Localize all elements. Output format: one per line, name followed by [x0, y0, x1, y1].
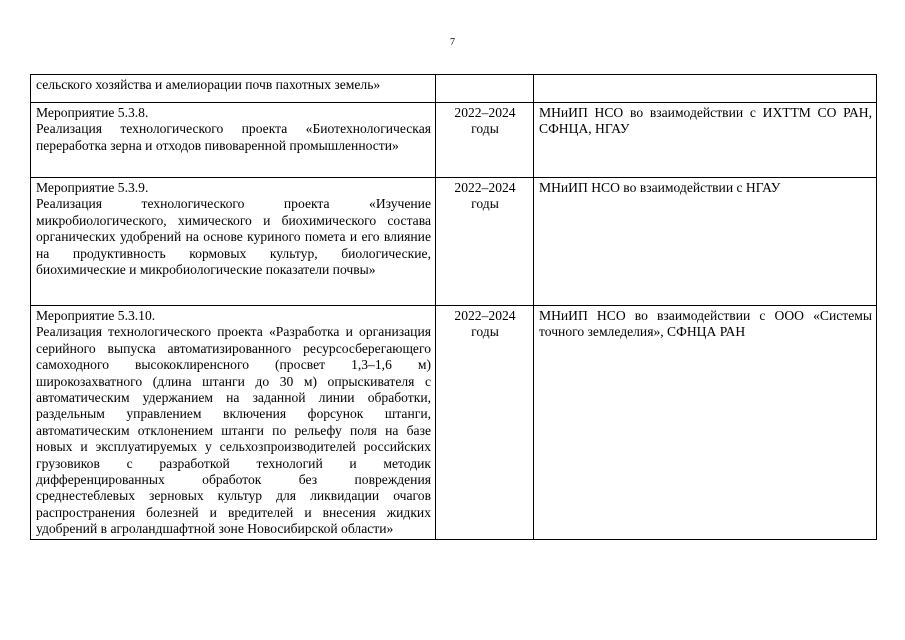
activity-cell [31, 306, 436, 540]
activities-table [30, 74, 877, 540]
period-cell [436, 306, 534, 540]
table-row [31, 178, 877, 306]
period-years: 2022–2024 [454, 105, 516, 120]
executor-cell: МНиИП НСО во взаимодействии с ООО «Системы точного земледелия», СФНЦА РАН [534, 306, 877, 540]
executor-cell: МНиИП НСО во взаимодействии с ИХТТМ СО РАН, СФНЦА, НГАУ [534, 103, 877, 178]
period-years: 2022–2024 [454, 180, 516, 195]
table-row [31, 75, 877, 103]
activity-cell [31, 103, 436, 178]
activity-title: Мероприятие 5.3.10. [36, 308, 156, 323]
period-cell [436, 178, 534, 306]
period-unit: годы [471, 121, 499, 137]
activity-cell [31, 75, 436, 103]
period-years: 2022–2024 [454, 308, 516, 323]
activity-text: Реализация технологического проекта «Биотехнологическая переработка зерна и отходов пивоваренной промышленности» [36, 121, 431, 153]
activity-text: Реализация технологического проекта «Разработка и организация серийного выпуска автоматизированного ресурсосберегающего самоходного высококлиренсного (просвет 1,3–1,6 м) широкозахватного (длина штанги до 30 м) опрыскивателя с автоматическим удержанием на заданной линии обработки, раздельным управлением включения форсунок штанги, автоматическим отклонением штанги по рельефу поля на базе новых и эксплуатируемых у сельхозпроизводителей российских грузовиков с разработкой технологий и методик дифференцированных обработок без повреждения среднестеблевых зерновых культур для ликвидации очагов распространения болезней и вредителей и внесения жидких удобрений в агроландшафтной зоне Новосибирской области» [36, 324, 431, 537]
activity-title: Мероприятие 5.3.9. [36, 180, 149, 195]
activity-cell [31, 178, 436, 306]
activity-text: Реализация технологического проекта «Изучение микробиологического, химического и биохимического состава органических удобрений на основе куриного помета и его влияние на продуктивность кормовых культур, биологические, биохимические и микробиологические показатели почвы» [36, 196, 431, 278]
executor-cell [534, 75, 877, 103]
executor-cell: МНиИП НСО во взаимодействии с НГАУ [534, 178, 877, 306]
table-row [31, 103, 877, 178]
period-cell [436, 75, 534, 103]
period-cell [436, 103, 534, 178]
table-row [31, 306, 877, 540]
page-number: 7 [450, 37, 455, 48]
activity-title: Мероприятие 5.3.8. [36, 105, 149, 120]
activity-text: сельского хозяйства и амелиорации почв пахотных земель» [36, 77, 381, 92]
period-unit: годы [471, 324, 499, 340]
period-unit: годы [471, 196, 499, 212]
